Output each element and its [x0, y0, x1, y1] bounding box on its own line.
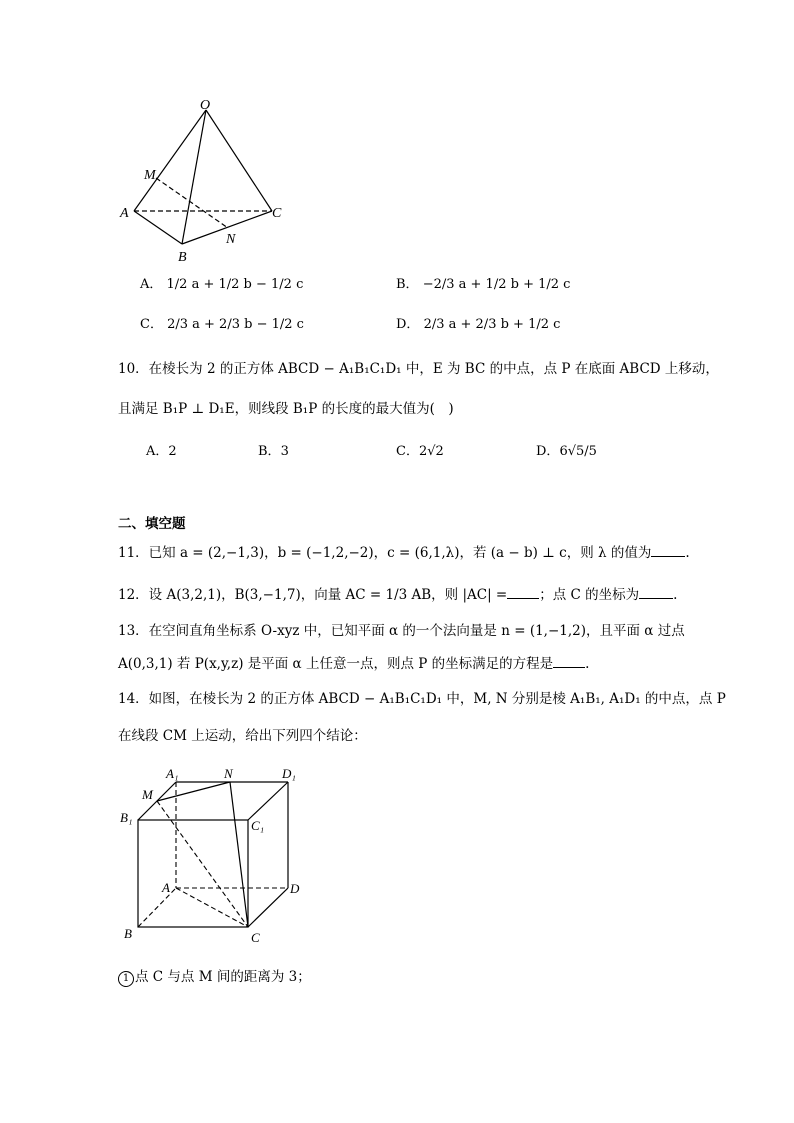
- q10-option-b-value: 3: [280, 444, 289, 459]
- q10-line1: 10．在棱长为 2 的正方体 ABCD − A₁B₁C₁D₁ 中，E 为 BC 的中点，点 P 在底面 ABCD 上移动，: [118, 361, 719, 377]
- edge-CD: [248, 888, 288, 927]
- q10-option-a-value: 2: [168, 444, 177, 459]
- q13-end: .: [585, 656, 590, 672]
- q12-text: 12．设 A(3,2,1)，B(3,−1,7)，向量 AC = 1/3 AB，则 |AC| =: [118, 587, 508, 603]
- q13-line2-text: A(0,3,1) 若 P(x,y,z) 是平面 α 上任意一点，则点 P 的坐标满足的方程是: [118, 656, 554, 672]
- q9-option-c[interactable]: [140, 316, 304, 334]
- q10-option-c[interactable]: [396, 443, 444, 461]
- section-title: 二、填空题: [118, 516, 186, 532]
- label-O: O: [200, 98, 211, 113]
- q9-option-b-expr: −2/3 a + 1/2 b + 1/2 c: [422, 277, 571, 292]
- q9-option-c-expr: 2/3 a + 2/3 b − 1/2 c: [167, 317, 304, 332]
- q9-option-c-letter: C．: [140, 317, 163, 332]
- conclusion-1-number: 1: [118, 971, 134, 987]
- q11-text: 11．已知 a = (2,−1,3)，b = (−1,2,−2)，c = (6,1,λ)，若 (a − b) ⊥ c，则 λ 的值为: [118, 545, 652, 561]
- label-C: C: [272, 206, 282, 221]
- q12-answer-blank-2[interactable]: [639, 586, 673, 599]
- q13-line1: 13．在空间直角坐标系 O-xyz 中，已知平面 α 的一个法向量是 n = (1,−1,2)，且平面 α 过点: [118, 623, 685, 639]
- label-C1: C₁: [251, 818, 265, 833]
- edge-OA: [134, 110, 206, 211]
- edge-BA-hidden: [138, 888, 176, 927]
- q9-option-a[interactable]: [140, 276, 303, 294]
- q13-answer-blank[interactable]: [553, 655, 585, 668]
- q11: [118, 544, 690, 562]
- q12-mid: ；点 C 的坐标为: [539, 587, 640, 603]
- label-M: M: [142, 787, 153, 802]
- label-B: B: [178, 250, 187, 265]
- q10-option-d-value: 6√5/5: [559, 444, 597, 459]
- q9-option-d-letter: D．: [396, 317, 420, 332]
- q11-end: .: [685, 545, 690, 561]
- tetrahedron-figure: [110, 92, 300, 267]
- q9-option-d[interactable]: [396, 316, 560, 334]
- q12-answer-blank-1[interactable]: [507, 586, 539, 599]
- label-C: C: [251, 930, 260, 945]
- label-M: M: [144, 168, 156, 183]
- q12: [118, 586, 677, 604]
- cube-figure: [118, 760, 318, 950]
- q9-option-a-expr: 1/2 a + 1/2 b − 1/2 c: [166, 277, 304, 292]
- q9-option-a-letter: A．: [140, 277, 163, 292]
- label-D: D: [290, 881, 300, 896]
- q10-option-c-letter: C．: [396, 444, 419, 459]
- edge-OC: [206, 110, 272, 211]
- label-A: A: [162, 880, 170, 895]
- edge-OB: [182, 110, 206, 244]
- q10-option-a[interactable]: [146, 443, 177, 461]
- q14-line2: 在线段 CM 上运动，给出下列四个结论：: [118, 728, 367, 744]
- label-N: N: [224, 766, 233, 781]
- q12-end: .: [673, 587, 678, 603]
- label-A1: A₁: [166, 766, 179, 781]
- q9-option-b[interactable]: [396, 276, 570, 294]
- label-D1: D₁: [282, 766, 296, 781]
- q10-option-c-value: 2√2: [418, 444, 444, 459]
- label-N: N: [226, 232, 236, 247]
- q14-line1: 14．如图，在棱长为 2 的正方体 ABCD − A₁B₁C₁D₁ 中，M, N 分别是棱 A₁B₁, A₁D₁ 的中点，点 P: [118, 691, 726, 707]
- segment-MN: [157, 782, 230, 801]
- q10-option-d[interactable]: [536, 443, 597, 461]
- q10-line2: 且满足 B₁P ⊥ D₁E，则线段 B₁P 的长度的最大值为( ): [118, 401, 454, 417]
- label-A: A: [120, 206, 129, 221]
- conclusion-1-text: 点 C 与点 M 间的距离为 3；: [135, 969, 311, 985]
- edge-AB: [134, 211, 182, 244]
- q10-option-a-letter: A．: [146, 444, 169, 459]
- q10-option-d-letter: D．: [536, 444, 560, 459]
- segment-AC-hidden: [176, 888, 248, 927]
- q11-answer-blank[interactable]: [651, 544, 685, 557]
- label-B1: B₁: [120, 810, 133, 825]
- q10-option-b-letter: B．: [258, 444, 281, 459]
- conclusion-1: [118, 968, 311, 987]
- label-B: B: [124, 926, 132, 941]
- q13-line2: [118, 655, 589, 673]
- q9-option-b-letter: B．: [396, 277, 419, 292]
- front-face: [138, 820, 248, 927]
- edge-C1D1: [248, 782, 288, 820]
- q10-option-b[interactable]: [258, 443, 289, 461]
- q9-option-d-expr: 2/3 a + 2/3 b + 1/2 c: [423, 317, 561, 332]
